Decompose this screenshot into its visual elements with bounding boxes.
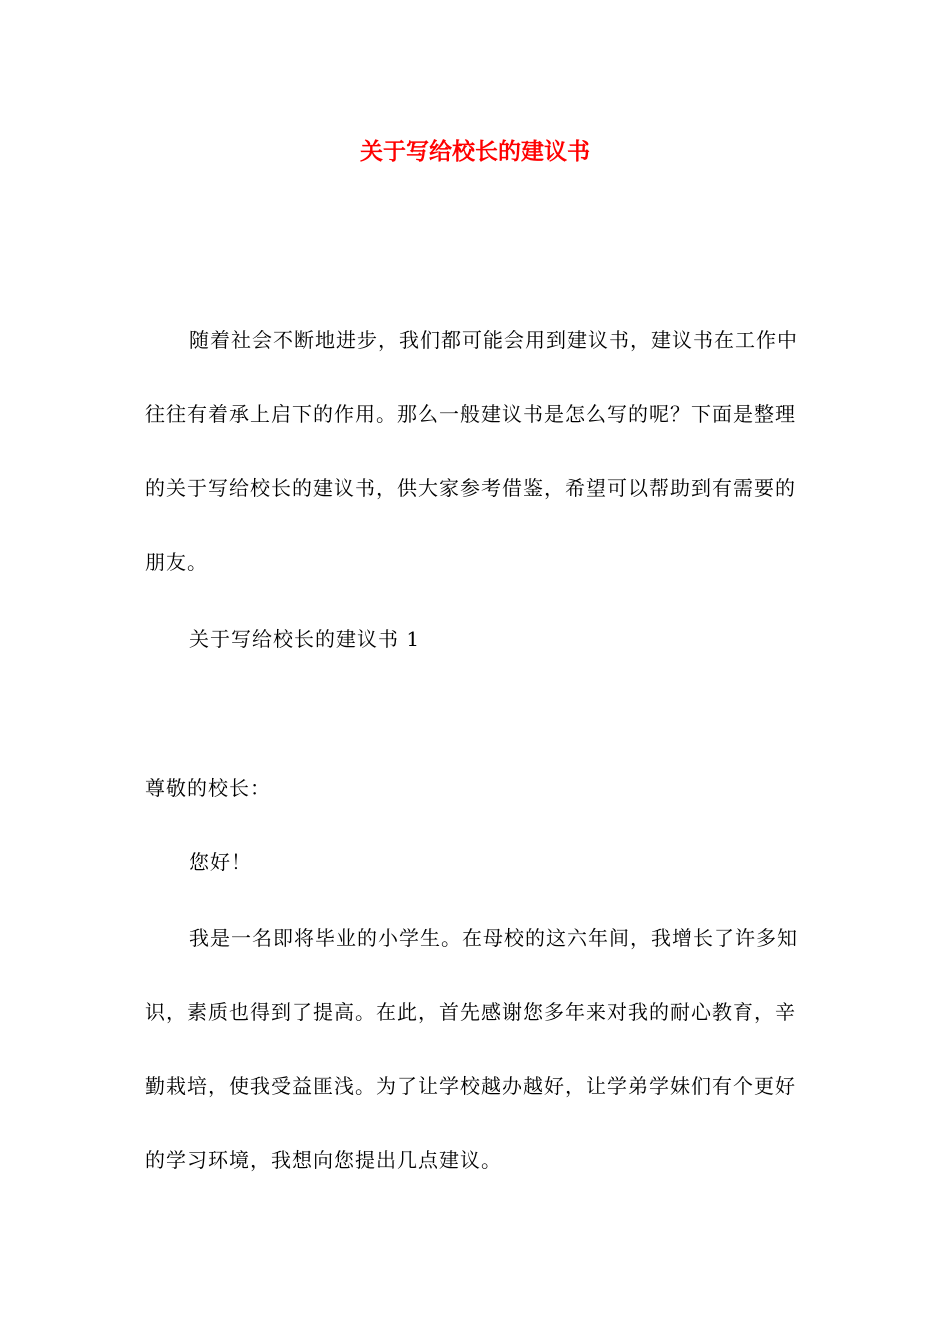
document-title: 关于写给校长的建议书	[360, 138, 590, 165]
greeting: 您好！	[189, 850, 252, 874]
intro-paragraph-block	[145, 303, 807, 599]
body-paragraph-block	[145, 901, 807, 1197]
greeting-block	[145, 825, 807, 899]
body-paragraph: 我是一名即将毕业的小学生。在母校的这六年间，我增长了许多知识，素质也得到了提高。在此，首先感谢您多年来对我的耐心教育，辛勤栽培，使我受益匪浅。为了让学校越办越好，让学弟学妹们有个更好的学习环境，我想向您提出几点建议。	[145, 926, 798, 1172]
section-heading: 关于写给校长的建议书 1	[189, 627, 421, 651]
intro-paragraph: 随着社会不断地进步，我们都可能会用到建议书，建议书在工作中往往有着承上启下的作用。那么一般建议书是怎么写的呢？下面是整理的关于写给校长的建议书，供大家参考借鉴，希望可以帮助到有需要的朋友。	[145, 328, 798, 574]
salutation-block	[145, 751, 807, 825]
salutation: 尊敬的校长：	[145, 776, 271, 800]
section-heading-block	[145, 602, 807, 676]
